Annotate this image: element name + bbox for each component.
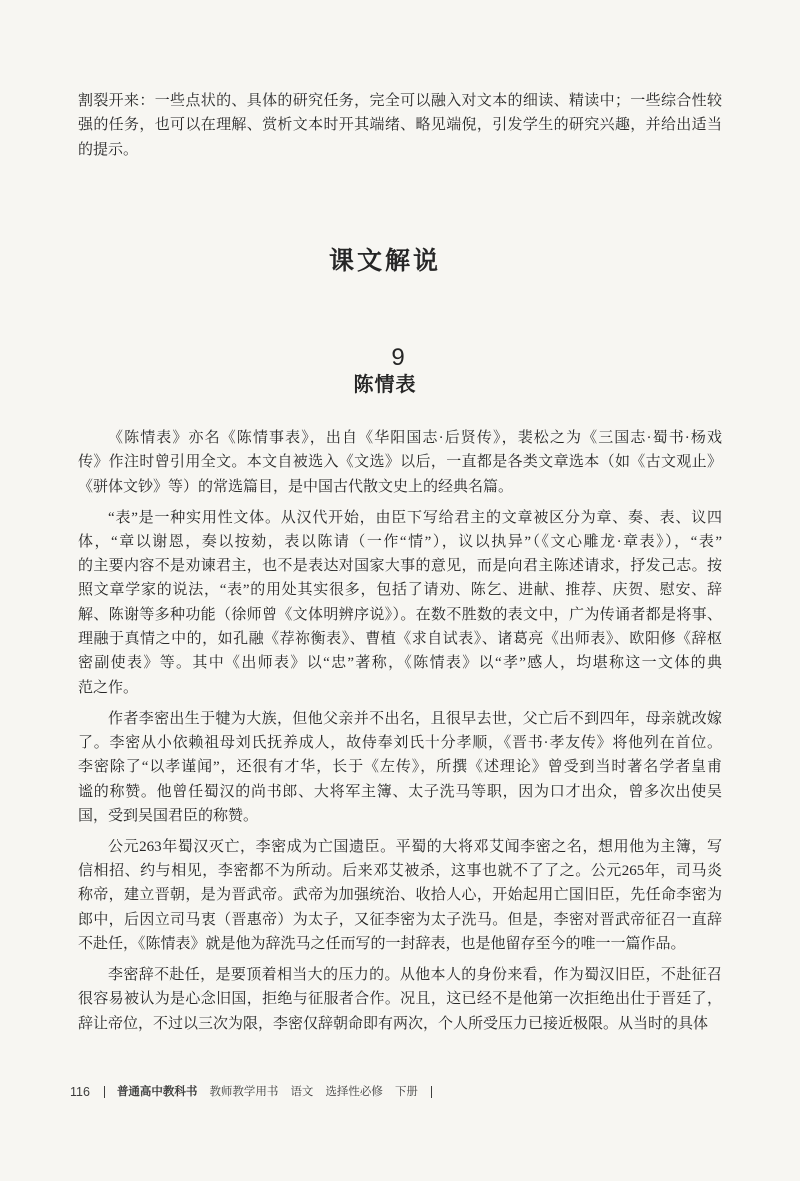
text-line: 密副使表》等。其中《出师表》以“忠”著称，《陈情表》以“孝”感人，均堪称这一文体的典	[78, 655, 722, 672]
text-line: 《骈体文钞》等）的常选篇目，是中国古代散文史上的经典名篇。	[78, 478, 514, 495]
footer-separator	[431, 1086, 432, 1098]
text-line: 割裂开来：一些点状的、具体的研究任务，完全可以融入对文本的细读、精读中；一些综合性较	[78, 93, 722, 109]
paragraph	[78, 426, 722, 499]
paragraph	[78, 89, 722, 162]
text-line: 称帝，建立晋朝，是为晋武帝。武帝为加强统治、收拾人心，开始起用亡国旧臣，先任命李密为	[78, 887, 722, 904]
lesson-commentary	[78, 426, 722, 1036]
text-line: “表”是一种实用性文体。从汉代开始，由臣下写给君主的文章被区分为章、奏、表、议四	[108, 509, 722, 526]
intro-text	[78, 89, 722, 162]
lesson-title: 陈情表	[353, 374, 417, 396]
paragraph	[78, 506, 722, 700]
lesson-number: 9	[391, 344, 405, 371]
text-line: 范之作。	[78, 679, 139, 696]
footer-book-type: 教师教学用书	[209, 1086, 279, 1098]
text-line: 国，受到吴国君臣的称赞。	[78, 807, 259, 824]
text-line: 李密辞不赴任，是要顶着相当大的压力的。从他本人的身份来看，作为蜀汉旧臣，不赴征召	[108, 966, 722, 983]
text-line: 照文章学家的说法，“表”的用处其实很多，包括了请劝、陈乞、进献、推荐、庆贺、慰安、辞	[78, 582, 722, 599]
text-line: 的提示。	[78, 141, 139, 158]
footer-series: 普通高中教科书	[116, 1086, 198, 1098]
paragraph	[78, 835, 722, 956]
paragraph	[78, 707, 722, 828]
text-line: 作者李密出生于犍为大族，但他父亲并不出名，且很早去世，父亡后不到四年，母亲就改嫁	[108, 710, 722, 727]
footer-separator	[104, 1086, 105, 1098]
footer-volume: 下册	[394, 1086, 418, 1098]
text-line: 的主要内容不是劝谏君主，也不是表达对国家大事的意见，而是向君主陈述请求，抒发己志。按	[78, 558, 722, 575]
text-line: 传》作注时曾引用全文。本文自被选入《文选》以后，一直都是各类文章选本（如《古文观止》	[78, 454, 722, 471]
text-line: 信相招、约与相见，李密都不为所动。后来邓艾被杀，这事也就不了了之。公元265年，司马炎	[78, 863, 722, 880]
page-footer	[70, 1084, 432, 1100]
text-line: 辞让帝位，不过以三次为限，李密仅辞朝命即有两次，个人所受压力已接近极限。从当时的具体	[78, 1015, 709, 1032]
section-title: 课文解说	[328, 248, 441, 275]
text-line: 理融于真情之中的，如孔融《荐祢衡表》、曹植《求自试表》、诸葛亮《出师表》、欧阳修《辞枢	[78, 631, 722, 648]
text-line: 很容易被认为是心念旧国，拒绝与征服者合作。况且，这已经不是他第一次拒绝出仕于晋廷了，	[78, 991, 722, 1008]
text-line: 不赴任，《陈情表》就是他为辞洗马之任而写的一封辞表，也是他留存至今的唯一一篇作品。	[78, 936, 686, 952]
paragraph	[78, 963, 722, 1036]
text-line: 了。李密从小依赖祖母刘氏抚养成人，故侍奉刘氏十分孝顺，《晋书·孝友传》将他列在首位。	[78, 734, 722, 751]
text-line: 《陈情表》亦名《陈情事表》，出自《华阳国志·后贤传》，裴松之为《三国志·蜀书·杨戏	[108, 430, 722, 446]
page-number: 116	[70, 1085, 90, 1099]
footer-course: 选择性必修	[325, 1086, 383, 1098]
footer-subject: 语文	[290, 1086, 314, 1098]
text-line: 公元263年蜀汉灭亡，李密成为亡国遗臣。平蜀的大将邓艾闻李密之名，想用他为主簿，写	[108, 838, 722, 855]
text-line: 郎中，后因立司马衷（晋惠帝）为太子，又征李密为太子洗马。但是，李密对晋武帝征召一直辞	[78, 911, 722, 928]
text-line: 体，“章以谢恩，奏以按劾，表以陈请（一作“情”），议以执异”（《文心雕龙·章表》），“表”	[78, 533, 722, 550]
text-line: 谧的称赞。他曾任蜀汉的尚书郎、大将军主簿、太子洗马等职，因为口才出众，曾多次出使吴	[78, 783, 722, 800]
text-line: 李密除了“以孝谨闻”，还很有才华，长于《左传》，所撰《述理论》曾受到当时著名学者皇甫	[78, 759, 722, 776]
text-line: 强的任务，也可以在理解、赏析文本时开其端绪、略见端倪，引发学生的研究兴趣，并给出适当	[78, 117, 722, 134]
text-line: 解、陈谢等多种功能（徐师曾《文体明辨序说》）。在数不胜数的表文中，广为传诵者都是将事、	[78, 606, 722, 623]
